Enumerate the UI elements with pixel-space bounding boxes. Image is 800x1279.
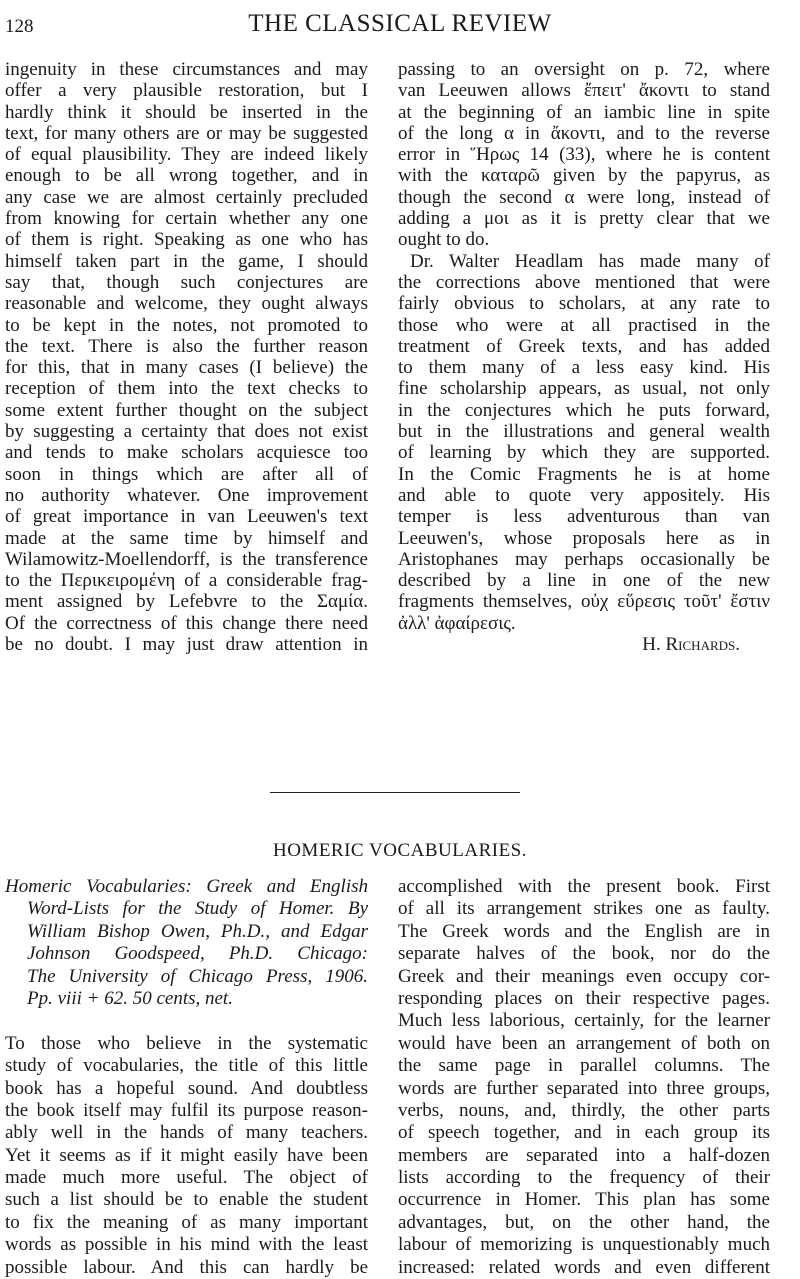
text-line: the corrections above mentioned that were (398, 271, 770, 293)
text-line: of learning by which they are supported. (398, 442, 770, 464)
text-line: reasonable and welcome, they ought always (5, 293, 368, 315)
text-line: separate halves of the book, nor do the (398, 943, 770, 965)
text-line: in the conjectures which he puts forward, (398, 399, 770, 421)
text-line: Pp. viii + 62. 50 cents, net. (27, 987, 233, 1009)
text-line: fairly obvious to scholars, at any rate to (398, 293, 770, 315)
text-line: would have been an arrangement of both on (398, 1032, 770, 1054)
text-line: the text. There is also the further reason (5, 335, 368, 357)
text-line: Homeric Vocabularies: Greek and English (5, 876, 368, 897)
text-line: of speech together, and in each group its (398, 1122, 770, 1144)
text-line: Johnson Goodspeed, Ph.D. Chicago: (27, 943, 368, 965)
text-line: fragments themselves, οὐχ εὕρεσις τοῦτ' ἔστιν (398, 591, 770, 613)
text-line: Aristophanes may perhaps occasionally be (398, 548, 770, 570)
text-line: made much more useful. The object of (5, 1167, 368, 1189)
text-line: Much less laborious, certainly, for the learner (398, 1010, 770, 1032)
text-line: occurrence in Homer. This plan has some (398, 1189, 770, 1211)
text-line: members are separated into a half-dozen (398, 1144, 770, 1166)
text-line: and able to quote very appositely. His (398, 484, 770, 506)
text-line: accomplished with the present book. First (398, 876, 770, 897)
text-line: some extent further thought on the subject (5, 399, 368, 421)
text-line (5, 1010, 368, 1032)
section-heading: HOMERIC VOCABULARIES. (272, 840, 527, 861)
text-line: possible labour. And this can hardly be (5, 1256, 368, 1278)
text-line: to the Περικειρομένη of a considerable frag- (5, 570, 368, 592)
text-line: To those who believe in the systematic (5, 1032, 368, 1054)
text-line: ment assigned by Lefebvre to the Σαμία. (5, 591, 368, 613)
text-line: passing to an oversight on p. 72, where (398, 59, 770, 80)
text-line: any case we are almost certainly precluded (5, 186, 368, 208)
text-line: words are further separated into three groups, (398, 1077, 770, 1099)
text-line: adding a μοι as it is pretty clear that we (398, 208, 770, 230)
text-line: study of vocabularies, the title of this little (5, 1055, 368, 1077)
text-line: Greek and their meanings even occupy cor- (398, 965, 770, 987)
page-number: 128 (5, 16, 34, 37)
text-line: Wilamowitz-Moellendorff, is the transference (5, 548, 368, 570)
text-line: ably well in the hands of many teachers. (5, 1122, 368, 1144)
text-line: at the beginning of an iambic line in spite (398, 101, 770, 123)
text-line: though the second α were long, instead of (398, 186, 770, 208)
text-line: described by a line in one of the new (398, 570, 770, 592)
text-line: error in Ἥρως 14 (33), where he is content (398, 144, 770, 166)
text-line: temper is less adventurous than van (398, 506, 770, 528)
author-signature: H. Richards. (642, 634, 740, 656)
text-line: increased: related words and even different (398, 1256, 770, 1278)
text-line: say that, though such conjectures are (5, 271, 368, 293)
text-line: for this, that in many cases (I believe) the (5, 357, 368, 379)
text-line: treatment of Greek texts, and has added (398, 335, 770, 357)
text-line: the same page in parallel columns. The (398, 1055, 770, 1077)
text-line: no authority whatever. One improvement (5, 484, 368, 506)
text-line: In the Comic Fragments he is at home (398, 463, 770, 485)
text-line: of all its arrangement strikes one as faulty. (398, 898, 770, 920)
text-line: be no doubt. I may just draw attention in (5, 634, 368, 656)
text-line: those who were at all practised in the (398, 314, 770, 336)
text-line: offer a very plausible restoration, but I (5, 80, 368, 102)
text-line: text, for many others are or may be suggested (5, 122, 368, 144)
text-line: book has a hopeful sound. And doubtless (5, 1077, 368, 1099)
text-line: of them is right. Speaking as one who has (5, 229, 368, 251)
text-line: but in the illustrations and general wealth (398, 421, 770, 443)
text-line: enough to be all wrong together, and in (5, 165, 368, 187)
text-line: from knowing for certain whether any one (5, 208, 368, 230)
text-line: advantages, but, on the other hand, the (398, 1211, 770, 1233)
text-line: labour of memorizing is unquestionably much (398, 1234, 770, 1256)
top-right-column (398, 59, 770, 655)
text-line: to fix the meaning of as many important (5, 1211, 368, 1233)
text-line: of the long α in ἄκοντι, and to the reverse (398, 122, 770, 144)
running-header-title: THE CLASSICAL REVIEW (248, 10, 552, 37)
top-left-column (5, 59, 368, 655)
text-line: such a list should be to enable the student (5, 1189, 368, 1211)
text-line: the book itself may fulfil its purpose reason- (5, 1099, 368, 1121)
text-line: Leeuwen's, whose proposals here as in (398, 527, 770, 549)
text-line: lists according to the frequency of their (398, 1167, 770, 1189)
text-line: The Greek words and the English are in (398, 920, 770, 942)
text-line: and tends to make scholars acquiesce too (5, 442, 368, 464)
text-line: ἀλλ' ἀφαίρεσις. (398, 612, 516, 634)
text-line: of great importance in van Leeuwen's text (5, 506, 368, 528)
section-divider (270, 792, 520, 793)
text-line: Dr. Walter Headlam has made many of (410, 250, 770, 272)
text-line: himself taken part in the game, I should (5, 250, 368, 272)
text-line: fine scholarship appears, as usual, not only (398, 378, 770, 400)
text-line: ought to do. (398, 229, 490, 251)
text-line: reception of them into the text checks to (5, 378, 368, 400)
text-line: Of the correctness of this change there need (5, 612, 368, 634)
text-line: by suggesting a certainty that does not exist (5, 421, 368, 443)
text-line: William Bishop Owen, Ph.D., and Edgar (27, 920, 368, 942)
text-line: The University of Chicago Press, 1906. (27, 965, 368, 987)
bottom-right-column (398, 876, 770, 1279)
text-line: with the καταρῶ given by the papyrus, as (398, 165, 770, 187)
text-line: to be kept in the notes, not promoted to (5, 314, 368, 336)
text-line: soon in things which are after all of (5, 463, 368, 485)
text-line: Word-Lists for the Study of Homer. By (27, 898, 368, 920)
text-line: words as possible in his mind with the least (5, 1234, 368, 1256)
text-line: made at the same time by himself and (5, 527, 368, 549)
text-line: responding places on their respective pages. (398, 987, 770, 1009)
text-line: ingenuity in these circumstances and may (5, 59, 368, 80)
text-line: of equal plausibility. They are indeed likely (5, 144, 368, 166)
text-line: verbs, nouns, and, thirdly, the other parts (398, 1099, 770, 1121)
text-line: van Leeuwen allows ἔπειτ' ἄκοντι to stand (398, 80, 770, 102)
text-line: to them many of a less easy kind. His (398, 357, 770, 379)
bottom-left-column (5, 876, 368, 1279)
text-line: hardly think it should be inserted in the (5, 101, 368, 123)
text-line: Yet it seems as if it might easily have been (5, 1144, 368, 1166)
